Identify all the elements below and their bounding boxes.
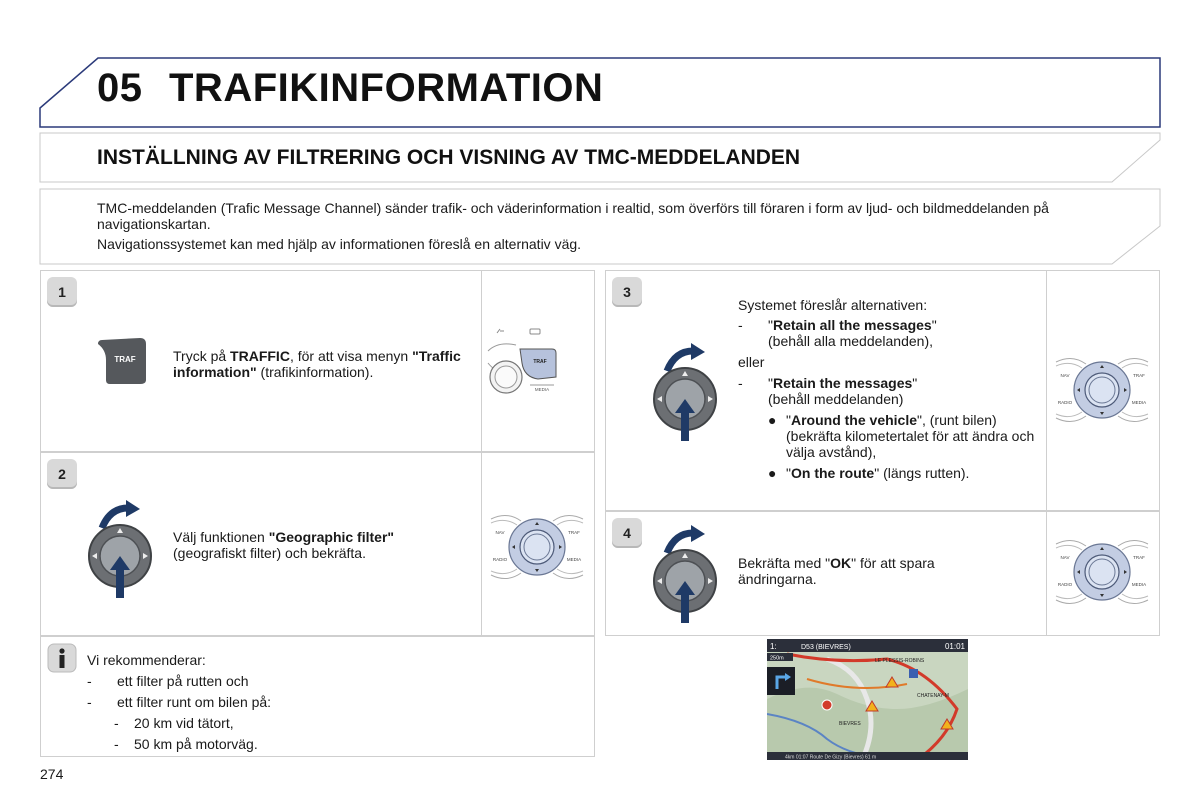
section-title: INSTÄLLNING AV FILTRERING OCH VISNING AV TMC-MEDDELANDEN (97, 146, 801, 169)
map-bottom-bar: 4km 01:07 Route De Gizy (Bievres) 61 m (785, 754, 877, 760)
step-3-control-panel-illustration (1052, 352, 1152, 428)
tip-subitem (87, 734, 271, 755)
step-3-text (738, 297, 1038, 481)
step-2-badge: 2 (47, 459, 77, 489)
sub-option-around-vehicle (738, 412, 1038, 460)
step-4-badge: 4 (612, 518, 642, 548)
panel-2-traf-label: TRAF (568, 530, 580, 535)
step-2-text (173, 529, 463, 561)
step-2-text-post: (geografiskt filter) och bekräfta. (173, 545, 366, 561)
map-clock: 01:01 (944, 642, 965, 651)
tip-text (87, 650, 271, 755)
parking-icon (909, 669, 918, 678)
sub-option-on-route-label: On the route (790, 465, 875, 481)
map-top-left: 1: (770, 642, 777, 651)
step-4-control-panel-illustration (1052, 534, 1152, 610)
step-3-intro: Systemet föreslår alternativen: (738, 297, 928, 313)
vehicle-position-icon (822, 700, 832, 710)
step-1-control-panel-illustration (486, 327, 562, 399)
panel-4-nav-label: NAV (1060, 555, 1070, 560)
chapter-title (97, 66, 603, 111)
rotary-push-knob-icon (649, 343, 721, 443)
panel-4-traf-label: TRAF (1133, 555, 1145, 560)
quote: " (768, 317, 773, 333)
step-1-text-mid: , för att visa menyn (289, 348, 413, 364)
quote: " (786, 412, 791, 428)
option-retain-all (738, 317, 1038, 333)
panel-3-traf-label: TRAF (1133, 373, 1145, 378)
tip-item-text: ett filter på rutten och (117, 673, 249, 689)
chapter-title-text: TRAFIKINFORMATION (169, 66, 604, 110)
sub-option-around-vehicle-label: Around the vehicle (790, 412, 918, 428)
info-icon (47, 643, 77, 673)
option-retain (738, 375, 1038, 391)
panel-3-nav-label: NAV (1060, 373, 1070, 378)
step-2-text-pre: Välj funktionen (173, 529, 269, 545)
dash: - (114, 715, 119, 731)
step-1-text (173, 348, 473, 380)
tip-item-text: ett filter runt om bilen på: (117, 694, 272, 710)
step-1-menu-name: "Traffic information" (173, 348, 461, 380)
page-number: 274 (40, 766, 64, 782)
rotary-push-knob-icon (84, 500, 156, 600)
tip-item (87, 671, 271, 692)
map-place-2: CHATENAY-M (917, 693, 949, 699)
step-3-divider (1046, 271, 1047, 510)
map-place-1: LE PLESSIS-ROBINS (875, 658, 925, 664)
step-2-function-name: "Geographic filter" (268, 529, 395, 545)
sub-option-on-route (738, 465, 1038, 481)
map-town: BIEVRES (839, 721, 861, 727)
sub-option-on-route-desc: " (längs rutten). (874, 465, 970, 481)
map-scale: 250m (770, 655, 784, 662)
dash: - (87, 673, 92, 689)
sub-option-around-vehicle-desc: ", (runt bilen) (bekräfta kilometertalet för att ändra och välja avstånd), (786, 412, 1035, 460)
step-4-text-pre: Bekräfta med " (738, 555, 831, 571)
dash: - (87, 694, 92, 710)
step-4-text (738, 555, 988, 587)
panel-2-radio-label: RADIO (492, 557, 508, 562)
or-text: eller (738, 354, 765, 370)
panel-1-traf-label: TRAF (533, 359, 547, 365)
step-3-badge: 3 (612, 277, 642, 307)
intro-paragraph-2: Navigationssystemet kan med hjälp av informationen föreslå en alternativ väg. (97, 236, 582, 252)
tip-subitem (87, 713, 271, 734)
tip-subitem-text: 50 km på motorväg. (134, 736, 258, 752)
rotary-push-knob-icon (649, 525, 721, 625)
step-4-divider (1046, 512, 1047, 635)
panel-4-media-label: MEDIA (1131, 582, 1147, 587)
quote: " (786, 465, 791, 481)
option-retain-all-desc: (behåll alla meddelanden), (768, 333, 933, 349)
traffic-button-icon (96, 336, 148, 386)
intro-paragraph-1: TMC-meddelanden (Trafic Message Channel) sänder trafik- och väderinformation i realtid, som överförs till föraren i form av ljud- och bildmeddelanden på navigationskartan. (97, 200, 1049, 232)
quote: " (768, 375, 773, 391)
tip-heading: Vi rekommenderar: (87, 652, 206, 668)
option-retain-all-label: Retain all the messages (772, 317, 932, 333)
panel-1-media-label: MEDIA (534, 387, 550, 392)
step-1-traffic-word: TRAFFIC (230, 348, 290, 364)
dash: - (738, 375, 743, 391)
option-retain-label: Retain the messages (772, 375, 913, 391)
panel-3-radio-label: RADIO (1057, 400, 1073, 405)
panel-4-radio-label: RADIO (1057, 582, 1073, 587)
bullet-icon: ● (768, 412, 777, 428)
quote: " (931, 317, 937, 333)
step-1-text-post: (trafikinformation). (256, 364, 374, 380)
option-retain-desc: (behåll meddelanden) (768, 391, 904, 407)
step-4-text-post: " för att spara ändringarna. (738, 555, 935, 587)
dash: - (114, 736, 119, 752)
navigation-map-screen (767, 639, 968, 760)
bullet-icon: ● (768, 465, 777, 481)
quote: " (912, 375, 918, 391)
step-2-control-panel-illustration (487, 509, 587, 585)
chapter-number: 05 (97, 66, 143, 110)
traffic-button-label: TRAF (114, 355, 136, 364)
step-1-text-pre: Tryck på (173, 348, 231, 364)
tip-subitem-text: 20 km vid tätort, (134, 715, 234, 731)
step-1-divider (481, 271, 482, 451)
tip-item (87, 692, 271, 713)
step-2-divider (481, 453, 482, 635)
panel-3-media-label: MEDIA (1131, 400, 1147, 405)
map-road-name: D53 (BIEVRES) (801, 644, 851, 651)
intro-text (97, 200, 1097, 256)
panel-2-nav-label: NAV (495, 530, 505, 535)
dash: - (738, 317, 743, 333)
step-1-badge: 1 (47, 277, 77, 307)
panel-2-media-label: MEDIA (566, 557, 582, 562)
step-4-ok-word: OK (830, 555, 852, 571)
